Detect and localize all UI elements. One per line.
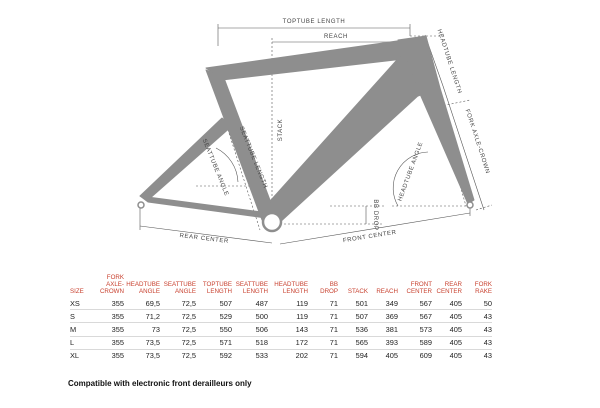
chain-stay	[140, 196, 266, 218]
table-cell: 369	[368, 310, 398, 323]
column-header-line: SIZE	[70, 288, 84, 295]
table-cell: 573	[398, 323, 432, 336]
column-header-line: ANGLE	[175, 288, 196, 295]
column-header-line: LENGTH	[242, 288, 268, 295]
table-cell: XS	[70, 297, 88, 310]
fork-axle-crown-label: FORK AXLE-CROWN	[463, 108, 491, 175]
column-header-line: DROP	[320, 288, 338, 295]
column-header-line: REAR	[444, 281, 462, 288]
table-cell: 43	[462, 323, 492, 336]
seat-stay	[140, 118, 232, 200]
table-cell: 73,5	[145, 351, 160, 361]
column-header-line: CENTER	[406, 288, 432, 295]
table-cell: 71,2	[124, 310, 160, 323]
headtube-angle-label: HEADTUBE ANGLE	[397, 141, 425, 203]
table-cell: 71	[308, 336, 338, 349]
column-header-line: STACK	[347, 288, 368, 295]
table-cell: 592	[219, 351, 232, 361]
table-cell: 72,5	[160, 297, 196, 310]
table-cell: 72,5	[160, 336, 196, 349]
table-cell: 487	[232, 297, 268, 310]
table-cell: 507	[338, 310, 368, 323]
column-header	[124, 274, 160, 297]
column-header-line: SEATTUBE	[163, 281, 196, 288]
table-cell: 405	[449, 351, 462, 361]
table-cell: 355	[111, 351, 124, 361]
column-header-line: RAKE	[475, 288, 492, 295]
table-cell: 143	[268, 323, 308, 336]
down-tube	[262, 52, 420, 224]
table-cell: 533	[255, 351, 268, 361]
column-header-line: AXLE-CROWN	[99, 281, 124, 295]
table-cell: 355	[88, 336, 124, 349]
column-header-line: SEATTUBE	[235, 281, 268, 288]
table-cell: 71	[308, 310, 338, 323]
reach-label: REACH	[323, 34, 349, 40]
column-header	[88, 274, 124, 297]
column-header-line: LENGTH	[206, 288, 232, 295]
table-cell: 119	[268, 297, 308, 310]
table-cell: 73,5	[124, 336, 160, 349]
table-cell: 550	[196, 323, 232, 336]
frame	[140, 36, 474, 224]
table-cell: 567	[398, 297, 432, 310]
top-tube	[206, 40, 412, 80]
table-cell: 393	[368, 336, 398, 349]
column-header	[368, 274, 398, 297]
column-header-line: HEADTUBE	[274, 281, 308, 288]
table-cell: 405	[432, 310, 462, 323]
table-cell: XL	[70, 351, 80, 361]
column-header	[398, 274, 432, 297]
table-cell: 172	[268, 336, 308, 349]
table-cell: 355	[88, 297, 124, 310]
table-cell: 43	[462, 336, 492, 349]
seattube-length-label: SEATTUBE LENGTH	[237, 125, 269, 190]
table-cell: 50	[462, 297, 492, 310]
column-header-line: TOPTUBE	[202, 281, 232, 288]
column-header	[70, 274, 88, 297]
fork	[420, 88, 474, 204]
table-row	[70, 323, 492, 336]
column-header	[196, 274, 232, 297]
stack-label: STACK	[278, 118, 284, 142]
table-cell: 355	[88, 310, 124, 323]
table-cell: 119	[268, 310, 308, 323]
table-cell: 529	[196, 310, 232, 323]
table-cell: 506	[232, 323, 268, 336]
column-header-line: FORK	[474, 281, 492, 288]
column-header	[338, 274, 368, 297]
column-header-line: FORK	[106, 274, 124, 281]
column-header-line: ANGLE	[139, 288, 160, 295]
table-cell: 355	[88, 323, 124, 336]
bottom-bracket	[263, 213, 281, 231]
table-cell: 72,5	[181, 351, 196, 361]
table-cell: 565	[338, 336, 368, 349]
table-cell: 518	[232, 336, 268, 349]
seattube-angle-label: SEATTUBE ANGLE	[200, 138, 230, 198]
table-cell: 507	[196, 297, 232, 310]
table-cell: 571	[196, 336, 232, 349]
column-header-line: BB	[329, 281, 338, 288]
column-header-line: HEADTUBE	[126, 281, 160, 288]
compatibility-note: Compatible with electronic front derailleurs only	[68, 379, 252, 388]
table-cell: 72,5	[160, 323, 196, 336]
table-cell: 500	[232, 310, 268, 323]
table-cell: 501	[338, 297, 368, 310]
table-cell: 73	[124, 323, 160, 336]
table-cell: 43	[462, 310, 492, 323]
column-header-line: CENTER	[436, 288, 462, 295]
table-cell: 405	[385, 351, 398, 361]
table-row	[70, 349, 492, 362]
table-cell: 609	[419, 351, 432, 361]
table-cell: 71	[308, 323, 338, 336]
column-header	[432, 274, 462, 297]
column-header	[308, 274, 338, 297]
table-cell: 349	[368, 297, 398, 310]
table-header-row	[70, 274, 492, 297]
table-cell: 43	[483, 351, 492, 361]
table-cell: 567	[398, 310, 432, 323]
column-header-line: FRONT	[410, 281, 432, 288]
table-row	[70, 297, 492, 310]
table-cell: L	[70, 336, 88, 349]
seat-tube	[206, 70, 276, 220]
table-cell: 381	[368, 323, 398, 336]
toptube-length-label: TOPTUBE LENGTH	[282, 19, 346, 25]
headtube-length-label: HEADTUBE LENGTH	[435, 28, 463, 95]
rear-center-label: REAR CENTER	[179, 233, 230, 246]
table-cell: 69,5	[124, 297, 160, 310]
table-row	[70, 310, 492, 323]
table-cell: 71	[329, 351, 338, 361]
front-center-label: FRONT CENTER	[342, 229, 398, 245]
table-cell: 71	[308, 297, 338, 310]
bb-drop-label: BB DROP	[372, 199, 378, 231]
table-cell: 72,5	[160, 310, 196, 323]
table-cell: 589	[398, 336, 432, 349]
column-header	[232, 274, 268, 297]
column-header	[268, 274, 308, 297]
table-cell: 405	[432, 297, 462, 310]
front-dropout	[467, 202, 473, 208]
table-cell: M	[70, 323, 88, 336]
table-cell: 405	[432, 336, 462, 349]
table-cell: 405	[432, 323, 462, 336]
rear-dropout	[138, 202, 144, 208]
table-body	[70, 297, 492, 362]
table-cell: 536	[338, 323, 368, 336]
column-header-line: REACH	[376, 288, 398, 295]
table-row	[70, 336, 492, 349]
column-header-line: LENGTH	[282, 288, 308, 295]
table-cell: 594	[355, 351, 368, 361]
geometry-table	[70, 274, 492, 362]
table-cell: 202	[295, 351, 308, 361]
table-cell: S	[70, 310, 88, 323]
column-header	[462, 274, 492, 297]
column-header	[160, 274, 196, 297]
